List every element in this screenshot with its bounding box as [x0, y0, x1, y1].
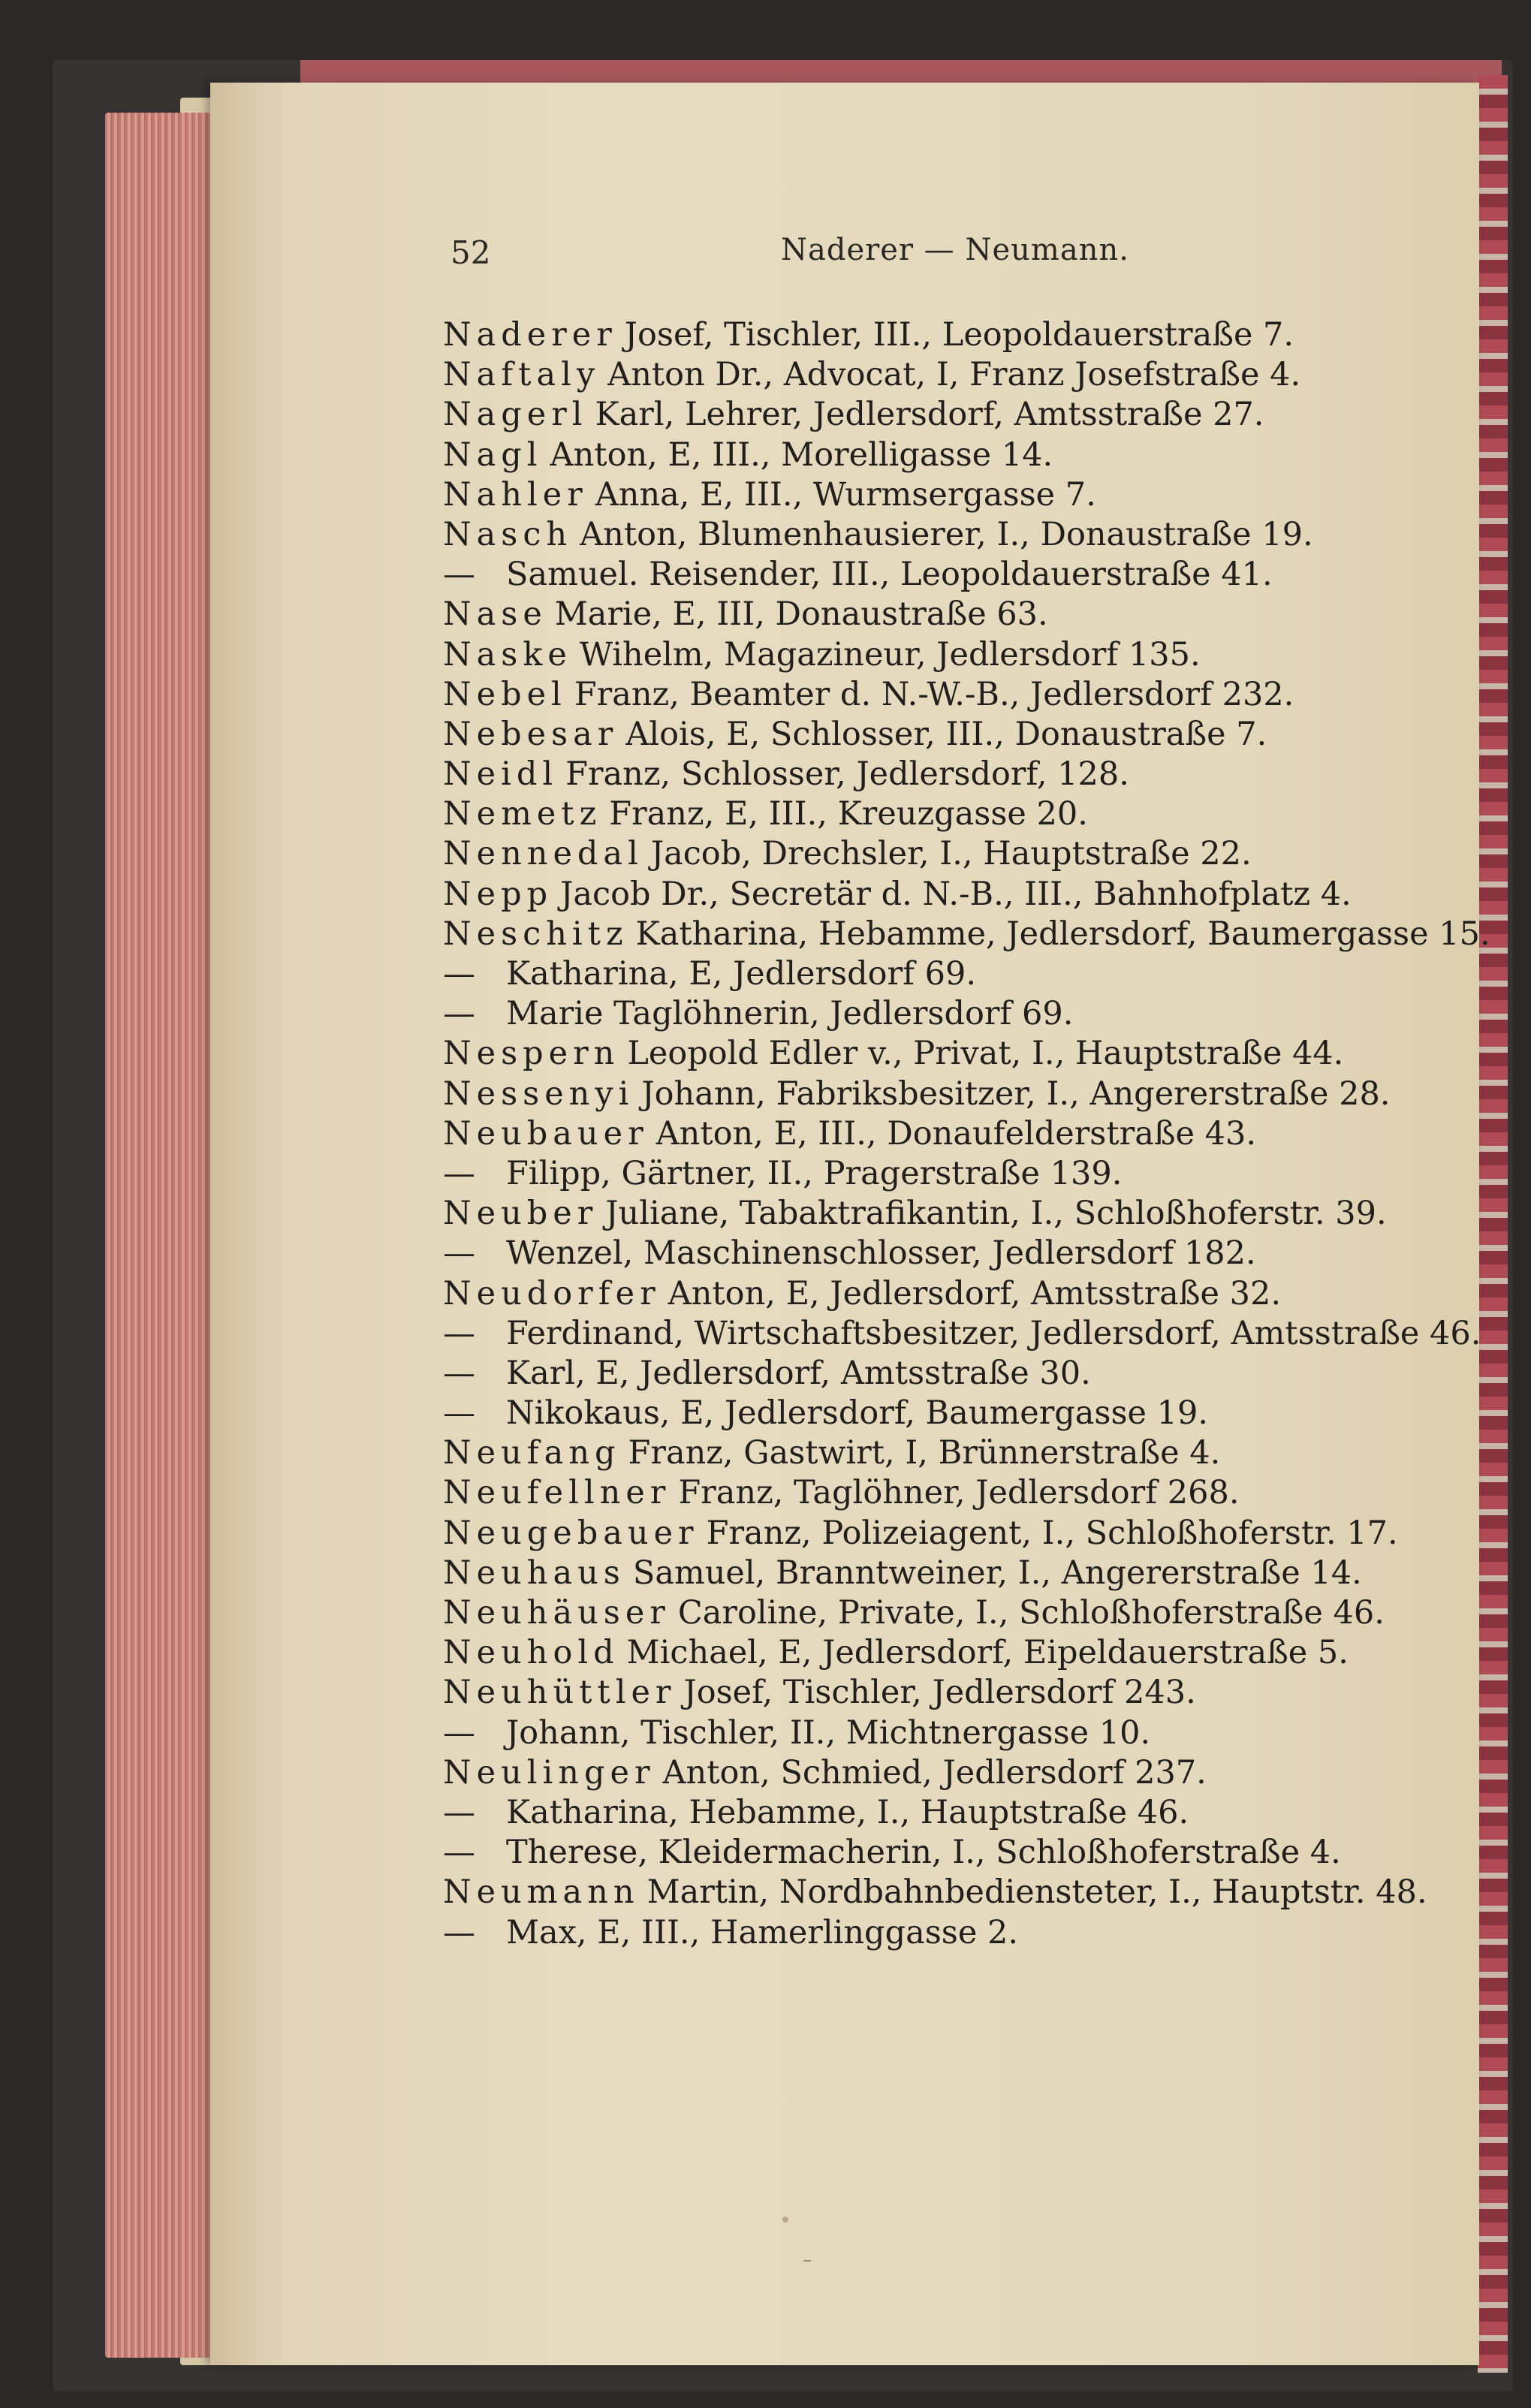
directory-entry — [443, 1114, 1494, 1154]
ditto-dash: — — [443, 1234, 475, 1273]
entry-surname: Nase — [443, 595, 547, 634]
entry-details: Jacob Dr., Secretär d. N.-B., III., Bahnhofplatz 4. — [560, 875, 1352, 913]
entry-surname: Neuhüttler — [443, 1674, 677, 1712]
page-dot-mark — [782, 2217, 788, 2223]
directory-entry — [443, 1833, 1494, 1873]
page-dash-mark — [803, 2260, 811, 2262]
entry-details: Katharina, Hebamme, Jedlersdorf, Baumergasse 15. — [635, 915, 1490, 953]
directory-entry — [443, 954, 1494, 994]
entry-details: Anton, E, III., Morelligasse 14. — [550, 435, 1053, 474]
directory-entry — [443, 555, 1494, 595]
entry-details: Anton, E, III., Donaufelderstraße 43. — [655, 1114, 1257, 1153]
directory-entry — [443, 1514, 1494, 1554]
directory-entry — [443, 1394, 1494, 1433]
entry-surname: Nessenyi — [443, 1074, 634, 1113]
ditto-dash: — — [443, 955, 475, 993]
entry-surname: Neschitz — [443, 915, 628, 953]
ditto-dash: — — [443, 1354, 475, 1392]
entry-details: Therese, Kleidermacherin, I., Schloßhoferstraße 4. — [506, 1834, 1341, 1872]
entry-surname: Neufellner — [443, 1474, 671, 1512]
entry-details: Jacob, Drechsler, I., Hauptstraße 22. — [650, 835, 1252, 873]
entry-details: Leopold Edler v., Privat, I., Hauptstraße 44. — [627, 1035, 1344, 1073]
entry-surname: Nahler — [443, 475, 588, 514]
entry-surname: Naderer — [443, 316, 617, 354]
directory-entry — [443, 1433, 1494, 1473]
directory-entry — [443, 1593, 1494, 1633]
entry-details: Karl, Lehrer, Jedlersdorf, Amtsstraße 27. — [595, 396, 1264, 434]
directory-entry — [443, 1034, 1494, 1074]
entry-details: Filipp, Gärtner, II., Pragerstraße 139. — [506, 1154, 1123, 1192]
directory-entry — [443, 355, 1494, 395]
entry-details: Franz, Taglöhner, Jedlersdorf 268. — [678, 1474, 1240, 1512]
directory-entry — [443, 1554, 1494, 1593]
entry-surname: Nagl — [443, 435, 543, 474]
directory-entry — [443, 1074, 1494, 1114]
entry-details: Max, E, III., Hamerlinggasse 2. — [506, 1913, 1019, 1951]
entry-surname: Neulinger — [443, 1753, 655, 1792]
entry-surname: Nemetz — [443, 795, 602, 833]
directory-entry — [443, 435, 1494, 475]
entry-details: Anna, E, III., Wurmsergasse 7. — [595, 475, 1096, 514]
directory-entry — [443, 715, 1494, 755]
entry-surname: Nespern — [443, 1035, 620, 1073]
directory-entry — [443, 1633, 1494, 1673]
entry-surname: Neuhold — [443, 1634, 619, 1672]
directory-entry — [443, 875, 1494, 915]
directory-entry — [443, 395, 1494, 435]
directory-entry — [443, 315, 1494, 355]
directory-entry — [443, 834, 1494, 874]
entry-details: Anton Dr., Advocat, I, Franz Josefstraße 4. — [607, 356, 1301, 394]
entry-details: Katharina, Hebamme, I., Hauptstraße 46. — [506, 1793, 1189, 1831]
entry-details: Katharina, E, Jedlersdorf 69. — [506, 955, 977, 993]
ditto-dash: — — [443, 1913, 475, 1951]
directory-entry — [443, 675, 1494, 715]
directory-entry — [443, 1673, 1494, 1713]
entry-details: Anton, Blumenhausierer, I., Donaustraße 19. — [580, 515, 1313, 553]
ditto-dash: — — [443, 556, 475, 594]
entry-surname: Nepp — [443, 875, 553, 913]
entry-surname: Neubauer — [443, 1114, 649, 1153]
entry-surname: Nagerl — [443, 396, 588, 434]
directory-entry — [443, 1713, 1494, 1753]
ditto-dash: — — [443, 995, 475, 1033]
entry-details: Franz, Polizeiagent, I., Schloßhoferstr. 17. — [706, 1514, 1398, 1552]
entry-surname: Neufang — [443, 1434, 621, 1472]
entry-surname: Nebel — [443, 675, 567, 713]
entry-details: Ferdinand, Wirtschaftsbesitzer, Jedlersdorf, Amtsstraße 46. — [506, 1314, 1481, 1352]
entry-details: Samuel. Reisender, III., Leopoldauerstraße 41. — [506, 556, 1273, 594]
entry-surname: Neudorfer — [443, 1274, 661, 1312]
directory-entry — [443, 794, 1494, 834]
directory-entry — [443, 1314, 1494, 1354]
page-number: 52 — [451, 234, 491, 271]
entry-details: Wihelm, Magazineur, Jedlersdorf 135. — [579, 635, 1201, 674]
directory-entry — [443, 475, 1494, 515]
directory-entry — [443, 1234, 1494, 1273]
ditto-dash: — — [443, 1314, 475, 1352]
directory-entry — [443, 1154, 1494, 1194]
entry-details: Johann, Fabriksbesitzer, I., Angererstraße 28. — [641, 1074, 1391, 1113]
ditto-dash: — — [443, 1793, 475, 1831]
entry-details: Franz, Gastwirt, I, Brünnerstraße 4. — [628, 1434, 1221, 1472]
entry-surname: Neuhäuser — [443, 1594, 671, 1632]
directory-entry — [443, 1873, 1494, 1912]
ditto-dash: — — [443, 1713, 475, 1752]
entry-details: Franz, Beamter d. N.-W.-B., Jedlersdorf 232. — [574, 675, 1294, 713]
entry-details: Juliane, Tabaktrafikantin, I., Schloßhoferstr. 39. — [605, 1195, 1387, 1233]
entry-details: Marie, E, III, Donaustraße 63. — [554, 595, 1048, 634]
entry-surname: Nebesar — [443, 715, 619, 753]
entry-surname: Naftaly — [443, 356, 601, 394]
entry-details: Samuel, Branntweiner, I., Angererstraße 14. — [632, 1554, 1362, 1592]
entry-details: Josef, Tischler, Jedlersdorf 243. — [683, 1674, 1196, 1712]
directory-entry — [443, 1913, 1494, 1953]
entry-surname: Neidl — [443, 755, 559, 794]
entry-details: Martin, Nordbahnbediensteter, I., Hauptstr. 48. — [646, 1873, 1427, 1912]
directory-entry — [443, 1274, 1494, 1314]
directory-entry — [443, 915, 1494, 954]
directory-entry — [443, 515, 1494, 555]
entry-details: Marie Taglöhnerin, Jedlersdorf 69. — [506, 995, 1074, 1033]
entry-details: Karl, E, Jedlersdorf, Amtsstraße 30. — [506, 1354, 1091, 1392]
directory-entry — [443, 1473, 1494, 1513]
entry-details: Josef, Tischler, III., Leopoldauerstraße 7. — [624, 316, 1294, 354]
directory-entry — [443, 755, 1494, 794]
entry-surname: Neuber — [443, 1195, 598, 1233]
entry-details: Wenzel, Maschinenschlosser, Jedlersdorf 182. — [506, 1234, 1256, 1273]
entry-surname: Neumann — [443, 1873, 640, 1912]
entry-details: Johann, Tischler, II., Michtnergasse 10. — [506, 1713, 1151, 1752]
entry-surname: Naske — [443, 635, 572, 674]
entry-details: Anton, Schmied, Jedlersdorf 237. — [662, 1753, 1207, 1792]
ditto-dash: — — [443, 1154, 475, 1192]
ditto-dash: — — [443, 1394, 475, 1433]
entry-surname: Neugebauer — [443, 1514, 699, 1552]
directory-entry — [443, 595, 1494, 634]
entry-details: Nikokaus, E, Jedlersdorf, Baumergasse 19. — [506, 1394, 1209, 1433]
directory-entries — [443, 315, 1494, 1953]
entry-details: Michael, E, Jedlersdorf, Eipeldauerstraße 5. — [626, 1634, 1349, 1672]
ditto-dash: — — [443, 1834, 475, 1872]
running-head: Naderer — Neumann. — [781, 233, 1129, 267]
directory-entry — [443, 635, 1494, 675]
directory-entry — [443, 1793, 1494, 1833]
entry-details: Caroline, Private, I., Schloßhoferstraße 46. — [677, 1594, 1385, 1632]
directory-entry — [443, 1753, 1494, 1793]
entry-details: Franz, Schlosser, Jedlersdorf, 128. — [565, 755, 1129, 794]
entry-surname: Neuhaus — [443, 1554, 625, 1592]
directory-entry — [443, 1354, 1494, 1394]
directory-entry — [443, 994, 1494, 1034]
page-block-edge — [105, 113, 210, 2358]
entry-details: Franz, E, III., Kreuzgasse 20. — [609, 795, 1088, 833]
entry-details: Alois, E, Schlosser, III., Donaustraße 7. — [625, 715, 1267, 753]
entry-surname: Nennedal — [443, 835, 643, 873]
entry-details: Anton, E, Jedlersdorf, Amtsstraße 32. — [668, 1274, 1281, 1312]
entry-surname: Nasch — [443, 515, 573, 553]
directory-entry — [443, 1194, 1494, 1234]
